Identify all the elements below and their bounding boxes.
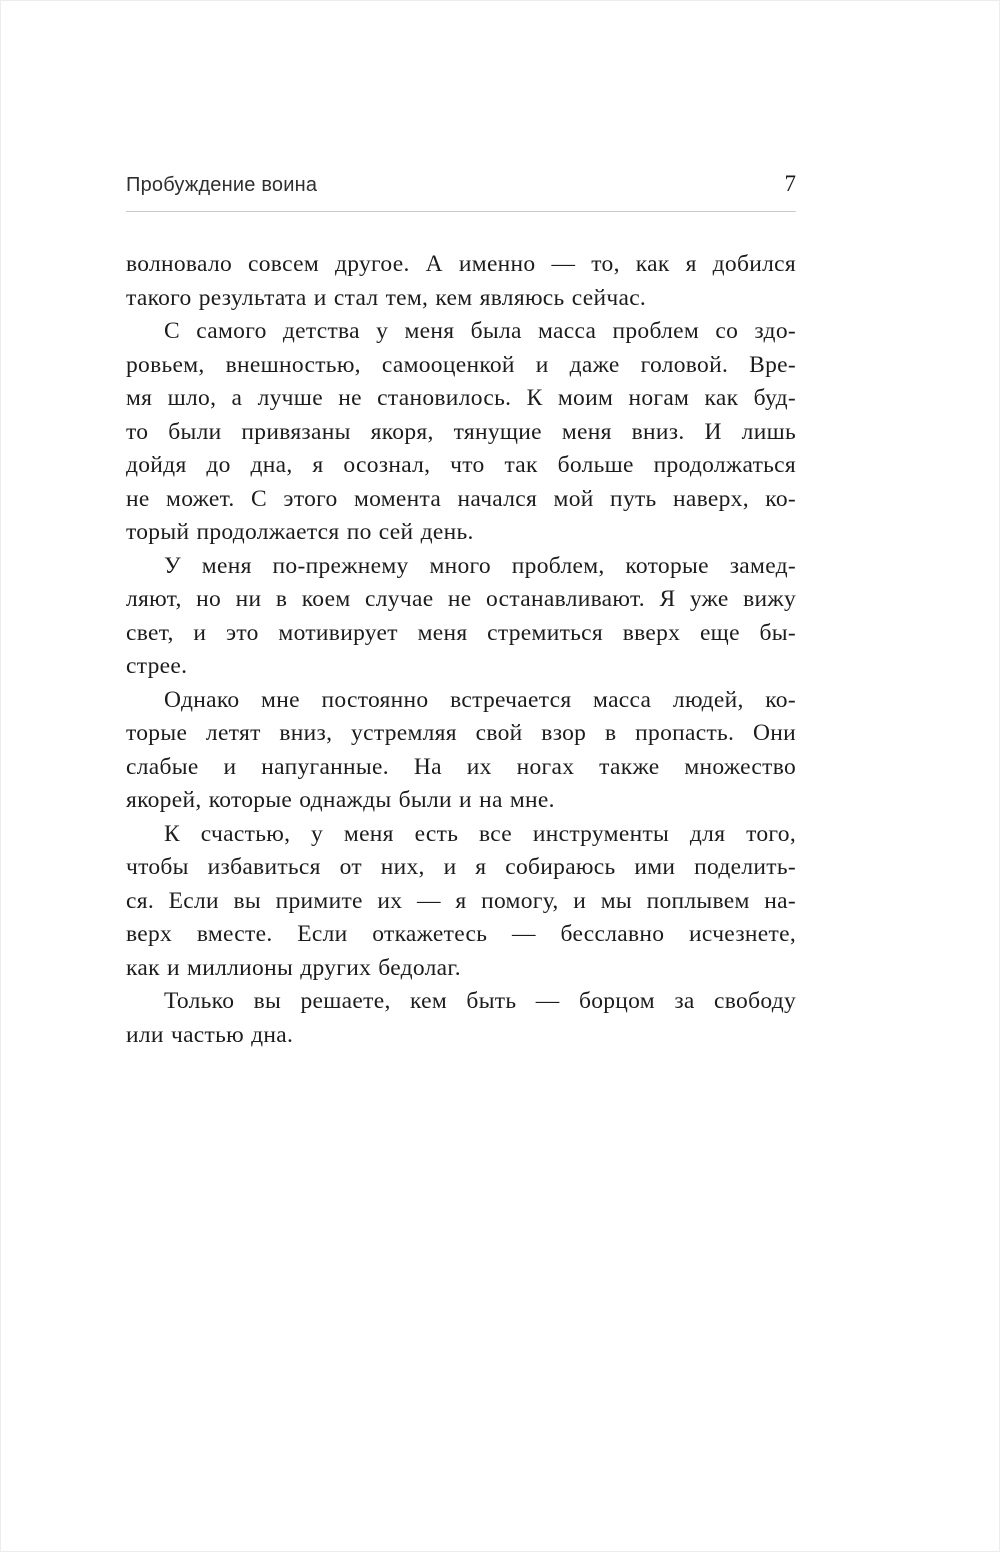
paragraph [126, 248, 796, 315]
text-line: такого результата и стал тем, кем являюсь сейчас. [126, 284, 647, 311]
text-line: якорей, которые однажды были и на мне. [126, 787, 555, 813]
text-line: стрее. [126, 653, 188, 679]
paragraph [126, 684, 796, 818]
text-line: торый продолжается по сей день. [126, 519, 474, 545]
text-line: торые летят вниз, устремляя свой взор в пропасть. Они [126, 720, 796, 746]
text-line: то были привязаны якоря, тянущие меня вниз. И лишь [126, 418, 796, 445]
text-line: мя шло, а лучше не становилось. К моим ногам как буд- [126, 385, 796, 411]
text-line: как и миллионы других бедолаг. [126, 954, 461, 981]
text-line: чтобы избавиться от них, и я собираюсь ими поделить- [126, 854, 796, 880]
paragraph [126, 818, 796, 986]
text-line: ся. Если вы примите их — я помогу, и мы поплывем на- [126, 887, 796, 914]
paragraph [126, 315, 796, 550]
page-body [126, 248, 796, 1052]
text-line: К счастью, у меня есть все инструменты для того, [164, 820, 796, 847]
text-line: С самого детства у меня была масса проблем со здо- [164, 318, 796, 344]
text-line: дойдя до дна, я осознал, что так больше продолжаться [126, 452, 796, 478]
text-line: верх вместе. Если откажетесь — бесславно исчезнете, [126, 921, 796, 947]
page-content [126, 171, 796, 1052]
running-header-title: Пробуждение воина [126, 174, 318, 196]
paragraph [126, 550, 796, 684]
text-line: слабые и напуганные. На их ногах также множество [126, 753, 796, 780]
text-line: или частью дна. [126, 1021, 294, 1048]
text-line: свет, и это мотивирует меня стремиться вверх еще бы- [126, 619, 796, 646]
page-number: 7 [784, 171, 796, 196]
text-line: Только вы решаете, кем быть — борцом за свободу [164, 988, 796, 1014]
text-line: ляют, но ни в коем случае не останавливают. Я уже вижу [126, 586, 796, 612]
text-line: Однако мне постоянно встречается масса людей, ко- [164, 686, 796, 713]
text-line: У меня по-прежнему много проблем, которые замед- [164, 552, 796, 579]
running-header [126, 171, 796, 212]
text-line: не может. С этого момента начался мой путь наверх, ко- [126, 485, 796, 512]
text-line: волновало совсем другое. А именно — то, как я добился [126, 251, 796, 277]
paragraph [126, 985, 796, 1052]
text-line: ровьем, внешностью, самооценкой и даже головой. Вре- [126, 351, 796, 378]
